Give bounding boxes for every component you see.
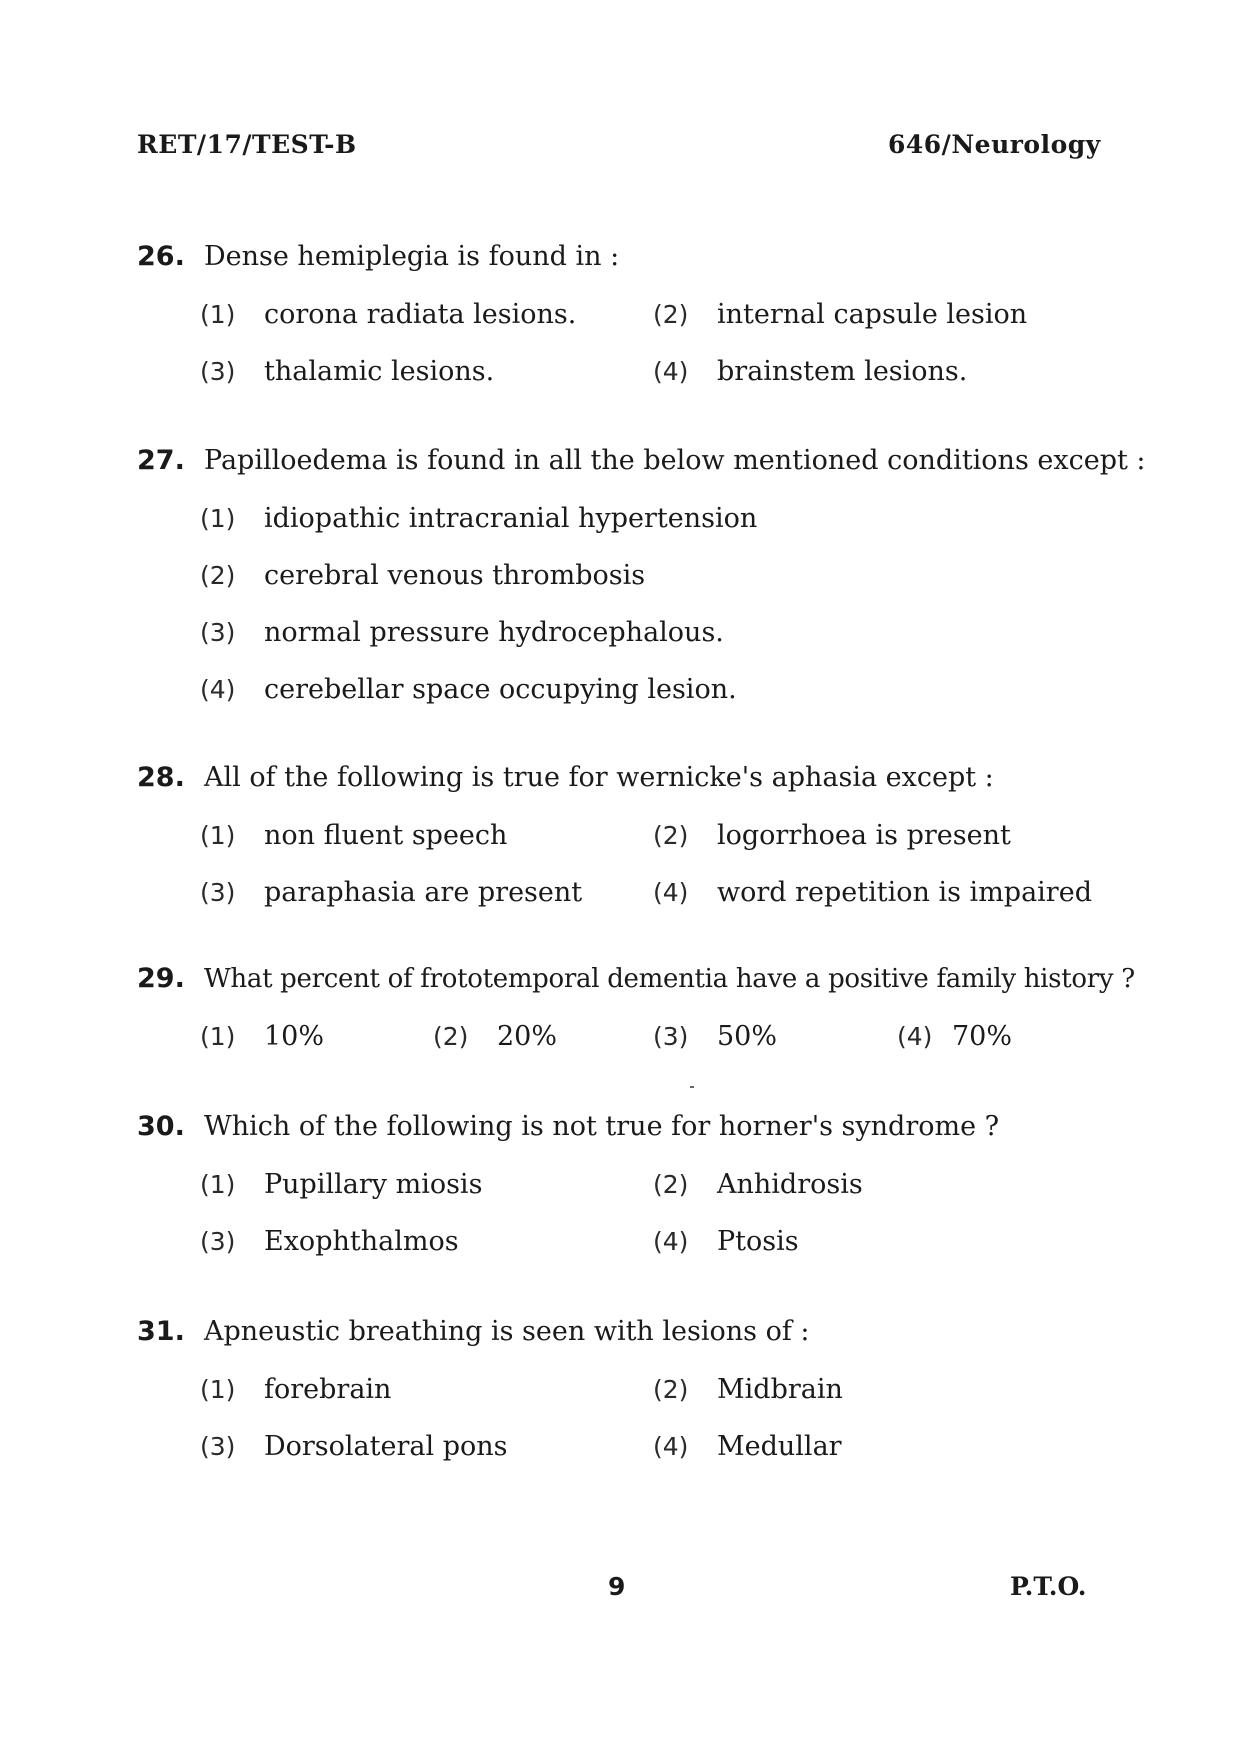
option-1: (1) 10% — [200, 1021, 325, 1052]
option-4: (4) cerebellar space occupying lesion. — [200, 674, 737, 705]
option-2: (2) 20% — [433, 1021, 558, 1052]
option-3: (3) Exophthalmos — [200, 1226, 459, 1257]
question-number: 30. — [137, 1111, 185, 1142]
option-3: (3) paraphasia are present — [200, 877, 583, 908]
option-3: (3) thalamic lesions. — [200, 356, 495, 387]
question-text: Dense hemiplegia is found in : — [204, 241, 620, 272]
option-3: (3) normal pressure hydrocephalous. — [200, 617, 724, 648]
option-2: (2) Midbrain — [653, 1374, 843, 1405]
option-4: (4) word repetition is impaired — [653, 877, 1092, 908]
please-turn-over: P.T.O. — [1010, 1572, 1087, 1601]
option-1: (1) corona radiata lesions. — [200, 299, 577, 330]
option-3: (3) 50% — [653, 1021, 778, 1052]
question-number: 29. — [137, 963, 185, 994]
stray-mark — [690, 1086, 694, 1088]
question-text: Apneustic breathing is seen with lesions of : — [204, 1316, 810, 1347]
question-number: 28. — [137, 762, 185, 793]
question-number: 27. — [137, 445, 185, 476]
question-26 — [137, 241, 1100, 413]
option-4: (4) Ptosis — [653, 1226, 799, 1257]
page-number: 9 — [608, 1572, 626, 1601]
option-4: (4) 70% — [897, 1021, 1013, 1052]
option-1: (1) idiopathic intracranial hypertension — [200, 503, 758, 534]
subject-code: 646/Neurology — [888, 130, 1101, 159]
question-number: 26. — [137, 241, 185, 272]
question-text: What percent of frototemporal dementia have a positive family history ? — [204, 964, 1135, 994]
option-2: (2) internal capsule lesion — [653, 299, 1028, 330]
option-3: (3) Dorsolateral pons — [200, 1431, 508, 1462]
question-text: Which of the following is not true for horner's syndrome ? — [204, 1111, 1000, 1142]
question-29 — [137, 963, 1135, 1078]
question-27 — [137, 445, 1146, 731]
question-text: All of the following is true for wernicke's aphasia except : — [204, 762, 994, 793]
question-31 — [137, 1316, 1100, 1488]
paper-code: RET/17/TEST-B — [137, 130, 357, 159]
option-4: (4) Medullar — [653, 1431, 842, 1462]
option-2: (2) logorrhoea is present — [653, 820, 1011, 851]
option-1: (1) forebrain — [200, 1374, 392, 1405]
option-2: (2) cerebral venous thrombosis — [200, 560, 646, 591]
option-4: (4) brainstem lesions. — [653, 356, 968, 387]
option-1: (1) Pupillary miosis — [200, 1169, 483, 1200]
question-number: 31. — [137, 1316, 185, 1347]
option-1: (1) non fluent speech — [200, 820, 508, 851]
question-30 — [137, 1111, 1100, 1283]
question-28 — [137, 762, 1100, 934]
question-text: Papilloedema is found in all the below mentioned conditions except : — [204, 445, 1146, 476]
option-2: (2) Anhidrosis — [653, 1169, 863, 1200]
